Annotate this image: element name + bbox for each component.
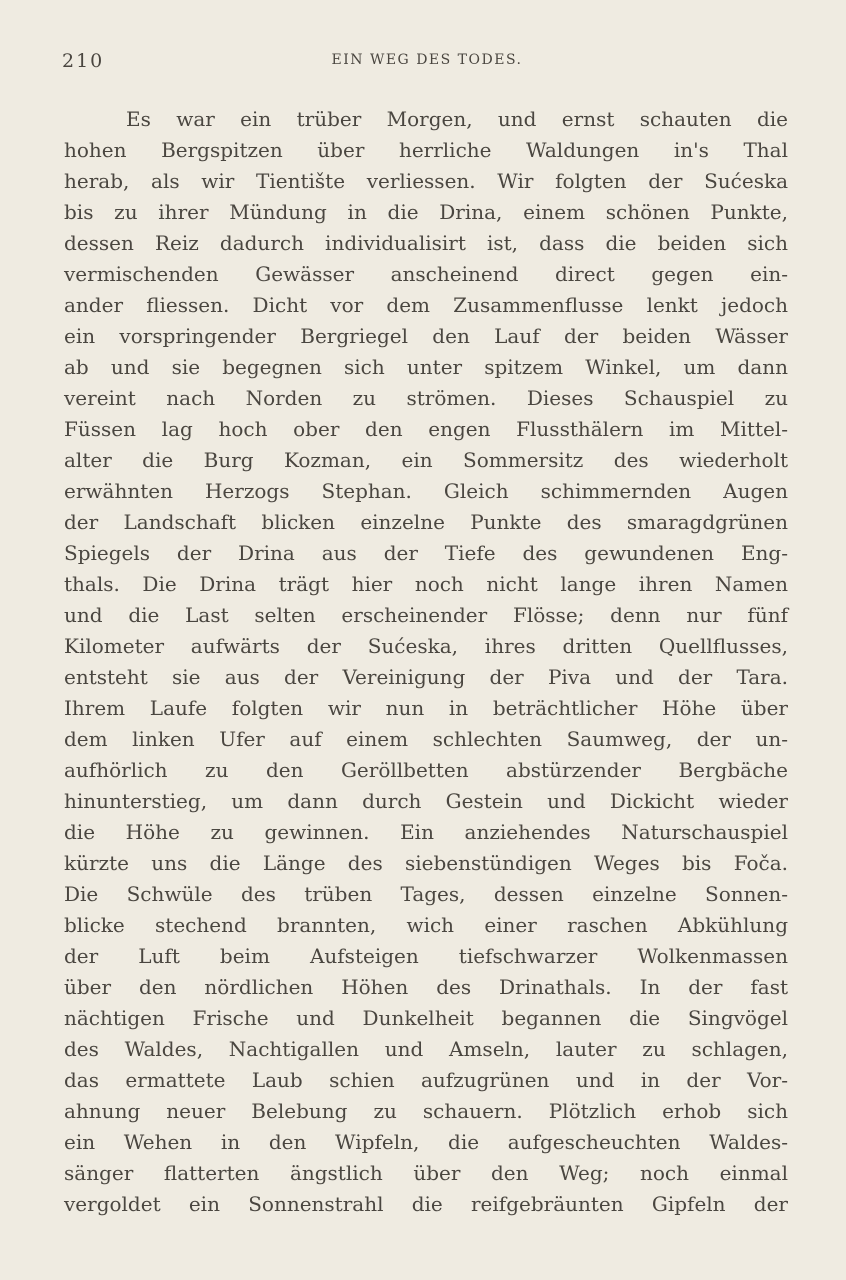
text-line: Kilometer aufwärts der Sućeska, ihres dritten Quellflusses, bbox=[64, 634, 788, 658]
text-line: Die Schwüle des trüben Tages, dessen einzelne Sonnen- bbox=[64, 882, 788, 906]
text-line: erwähnten Herzogs Stephan. Gleich schimmernden Augen bbox=[64, 479, 788, 503]
text-line: über den nördlichen Höhen des Drinathals. In der fast bbox=[64, 975, 788, 999]
text-line: ein Wehen in den Wipfeln, die aufgescheuchten Waldes- bbox=[64, 1130, 788, 1154]
text-line: hohen Bergspitzen über herrliche Waldungen in's Thal bbox=[64, 138, 788, 162]
text-line: blicke stechend brannten, wich einer raschen Abkühlung bbox=[64, 913, 788, 937]
text-line: die Höhe zu gewinnen. Ein anziehendes Naturschauspiel bbox=[64, 820, 788, 844]
text-line: dessen Reiz dadurch individualisirt ist, dass die beiden sich bbox=[64, 231, 788, 255]
page-number: 210 bbox=[62, 50, 105, 72]
text-line: vermischenden Gewässer anscheinend direct gegen ein- bbox=[64, 262, 788, 286]
running-head bbox=[62, 50, 792, 76]
text-line: der Landschaft blicken einzelne Punkte des smaragdgrünen bbox=[64, 510, 788, 534]
text-line: bis zu ihrer Mündung in die Drina, einem schönen Punkte, bbox=[64, 200, 788, 224]
text-line: Füssen lag hoch ober den engen Flussthälern im Mittel- bbox=[64, 417, 788, 441]
text-line: ab und sie begegnen sich unter spitzem Winkel, um dann bbox=[64, 355, 788, 379]
text-line: ein vorspringender Bergriegel den Lauf der beiden Wässer bbox=[64, 324, 788, 348]
text-line: ahnung neuer Belebung zu schauern. Plötzlich erhob sich bbox=[64, 1099, 788, 1123]
text-line: entsteht sie aus der Vereinigung der Piva und der Tara. bbox=[64, 665, 788, 689]
text-line: Ihrem Laufe folgten wir nun in beträchtlicher Höhe über bbox=[64, 696, 788, 720]
text-line: Es war ein trüber Morgen, und ernst schauten die bbox=[126, 107, 788, 131]
text-line: herab, als wir Tientište verliessen. Wir folgten der Sućeska bbox=[64, 169, 788, 193]
text-line: dem linken Ufer auf einem schlechten Saumweg, der un- bbox=[64, 727, 788, 751]
text-line: der Luft beim Aufsteigen tiefschwarzer Wolkenmassen bbox=[64, 944, 788, 968]
text-line: thals. Die Drina trägt hier noch nicht lange ihren Namen bbox=[64, 572, 788, 596]
text-line: des Waldes, Nachtigallen und Amseln, lauter zu schlagen, bbox=[64, 1037, 788, 1061]
text-line: und die Last selten erscheinender Flösse; denn nur fünf bbox=[64, 603, 788, 627]
text-line: Spiegels der Drina aus der Tiefe des gewundenen Eng- bbox=[64, 541, 788, 565]
text-line: kürzte uns die Länge des siebenstündigen Weges bis Foča. bbox=[64, 851, 788, 875]
text-line: hinunterstieg, um dann durch Gestein und Dickicht wieder bbox=[64, 789, 788, 813]
text-line: sänger flatterten ängstlich über den Weg; noch einmal bbox=[64, 1161, 788, 1185]
text-line: nächtigen Frische und Dunkelheit begannen die Singvögel bbox=[64, 1006, 788, 1030]
running-title: EIN WEG DES TODES. bbox=[331, 52, 523, 68]
text-line: das ermattete Laub schien aufzugrünen und in der Vor- bbox=[64, 1068, 788, 1092]
text-line: vereint nach Norden zu strömen. Dieses Schauspiel zu bbox=[64, 386, 788, 410]
text-line: alter die Burg Kozman, ein Sommersitz des wiederholt bbox=[64, 448, 788, 472]
text-line: aufhörlich zu den Geröllbetten abstürzender Bergbäche bbox=[64, 758, 788, 782]
text-line: vergoldet ein Sonnenstrahl die reifgebräunten Gipfeln der bbox=[64, 1192, 788, 1216]
body-text bbox=[64, 104, 788, 1220]
text-line: ander fliessen. Dicht vor dem Zusammenflusse lenkt jedoch bbox=[64, 293, 788, 317]
